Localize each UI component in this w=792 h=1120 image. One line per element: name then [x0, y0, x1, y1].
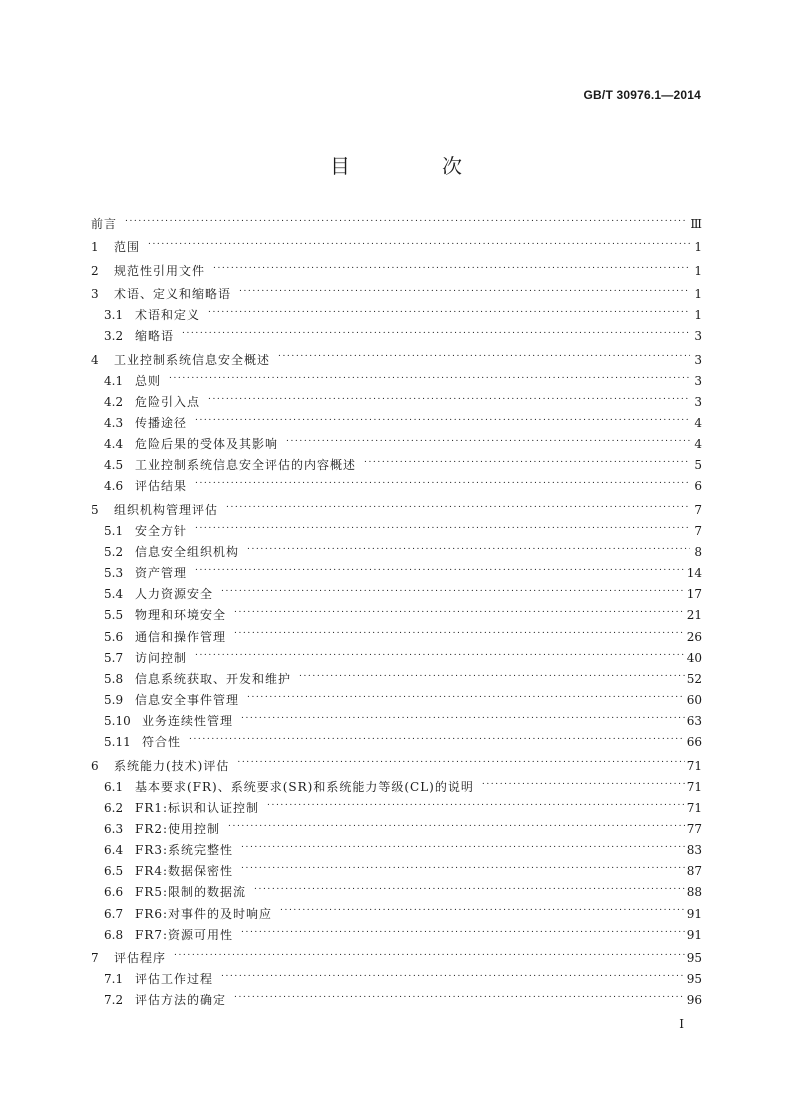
toc-entry-number: 6.8: [104, 927, 124, 942]
toc-dot-leader: [169, 373, 690, 385]
toc-dot-leader: [195, 415, 690, 427]
toc-entry-label: 总则: [135, 373, 162, 388]
toc-entry-page: 66: [686, 735, 702, 750]
toc-entry-label: 缩略语: [135, 329, 175, 344]
toc-dot-leader: [299, 671, 685, 683]
toc-entry-number: 6.7: [104, 906, 124, 921]
toc-entry-number: 5: [91, 502, 99, 517]
toc-entry-page: 3: [694, 373, 702, 388]
toc-entry-page: 71: [686, 800, 702, 815]
toc-entry[interactable]: [91, 990, 702, 1011]
toc-entry-page: 8: [694, 545, 702, 560]
toc-entry-page: 26: [686, 629, 702, 644]
toc-entry-number: 5.11: [104, 735, 131, 750]
toc-dot-leader: [195, 565, 685, 577]
toc-entry-label: 通信和操作管理: [135, 629, 227, 644]
toc-entry-label: 范围: [114, 240, 141, 255]
toc-entry[interactable]: [91, 861, 702, 882]
toc-entry-label: 前言: [91, 217, 118, 231]
toc-dot-leader: [482, 779, 685, 791]
toc-entry-label: 传播途径: [135, 416, 188, 431]
toc-entry-page: 87: [686, 864, 702, 879]
toc-entry-page: 40: [686, 650, 702, 665]
toc-entry-number: 5.9: [104, 693, 124, 708]
toc-entry-page: 1: [694, 263, 702, 278]
toc-dot-leader: [234, 629, 685, 641]
toc-entry-page: 1: [694, 308, 702, 323]
toc-entry-number: 3.1: [104, 308, 124, 323]
toc-entry-number: 6.5: [104, 864, 124, 879]
toc-entry-page: 5: [694, 458, 702, 473]
toc-entry-number: 6.4: [104, 843, 124, 858]
toc-entry-number: 4.6: [104, 479, 124, 494]
toc-dot-leader: [125, 216, 688, 228]
toc-entry-number: 5.2: [104, 545, 124, 560]
toc-dot-leader: [189, 734, 685, 746]
toc-dot-leader: [241, 713, 685, 725]
toc-dot-leader: [208, 394, 690, 406]
toc-entry[interactable]: [91, 948, 702, 969]
toc-entry[interactable]: [91, 925, 702, 946]
toc-entry[interactable]: [91, 455, 702, 476]
toc-entry-page: 83: [686, 843, 702, 858]
toc-entry-number: 5.10: [104, 714, 131, 729]
toc-entry-number: 2: [91, 263, 99, 278]
page-title: 目 次: [330, 154, 498, 178]
toc-dot-leader: [280, 906, 685, 918]
toc-dot-leader: [182, 328, 690, 340]
toc-entry-label: 危险后果的受体及其影响: [135, 437, 279, 452]
toc-entry-label: FR4:数据保密性: [135, 864, 234, 879]
toc-entry[interactable]: [91, 732, 702, 753]
toc-entry-page: 91: [686, 927, 702, 942]
toc-entry-label: FR3:系统完整性: [135, 843, 234, 858]
toc-entry-label: 规范性引用文件: [114, 263, 206, 278]
toc-entry-label: 评估结果: [135, 479, 188, 494]
toc-entry-page: 7: [694, 502, 702, 517]
toc-entry-number: 5.1: [104, 523, 124, 538]
toc-entry[interactable]: [91, 305, 702, 326]
toc-entry-label: 信息安全组织机构: [135, 545, 240, 560]
toc-entry[interactable]: [91, 261, 702, 282]
toc-entry[interactable]: [91, 669, 702, 690]
toc-entry-page: 14: [686, 566, 702, 581]
toc-dot-leader: [195, 478, 690, 490]
toc-dot-leader: [286, 436, 690, 448]
toc-entry-number: 5.5: [104, 608, 124, 623]
toc-entry[interactable]: [91, 214, 702, 235]
toc-entry-number: 4.3: [104, 416, 124, 431]
toc-entry-number: 6: [91, 758, 99, 773]
toc-dot-leader: [267, 800, 685, 812]
toc-entry-label: 术语和定义: [135, 308, 201, 323]
toc-entry-page: 88: [686, 885, 702, 900]
toc-entry-label: 业务连续性管理: [142, 714, 234, 729]
toc-entry-label: 工业控制系统信息安全概述: [114, 352, 271, 367]
toc-entry[interactable]: [91, 648, 702, 669]
toc-entry-number: 7.1: [104, 972, 124, 987]
toc-dot-leader: [174, 950, 685, 962]
toc-entry-number: 3.2: [104, 329, 124, 344]
toc-dot-leader: [247, 544, 690, 556]
toc-entry-number: 5.3: [104, 566, 124, 581]
toc-entry[interactable]: [91, 690, 702, 711]
toc-entry-number: 6.2: [104, 800, 124, 815]
toc-entry-number: 7: [91, 951, 99, 966]
toc-entry[interactable]: [91, 476, 702, 497]
toc-entry[interactable]: [91, 371, 702, 392]
toc-entry-label: FR6:对事件的及时响应: [135, 906, 273, 921]
toc-entry[interactable]: [91, 756, 702, 777]
toc-entry-label: 信息安全事件管理: [135, 693, 240, 708]
toc-entry-page: 3: [694, 329, 702, 344]
toc-entry-label: FR7:资源可用性: [135, 927, 234, 942]
toc-dot-leader: [228, 821, 685, 833]
toc-entry[interactable]: [91, 392, 702, 413]
toc-entry[interactable]: [91, 584, 702, 605]
toc-entry-number: 7.2: [104, 993, 124, 1008]
toc-entry-label: 评估程序: [114, 951, 167, 966]
toc-dot-leader: [247, 692, 685, 704]
toc-entry-number: 4.4: [104, 437, 124, 452]
page-folio: I: [679, 1017, 684, 1031]
toc-entry-number: 6.1: [104, 779, 124, 794]
toc-entry-page: 6: [694, 479, 702, 494]
toc-entry-page: 71: [686, 758, 702, 773]
toc-entry-page: 17: [686, 587, 702, 602]
toc-entry-number: 4: [91, 352, 99, 367]
toc-entry-label: FR1:标识和认证控制: [135, 800, 260, 815]
toc-dot-leader: [148, 239, 690, 251]
toc-entry[interactable]: [91, 627, 702, 648]
toc-dot-leader: [213, 263, 690, 275]
toc-entry-label: 访问控制: [135, 650, 188, 665]
toc-entry-page: 3: [694, 394, 702, 409]
toc-entry[interactable]: [91, 350, 702, 371]
toc-entry[interactable]: [91, 413, 702, 434]
toc-dot-leader: [221, 586, 685, 598]
toc-entry-number: 3: [91, 286, 99, 301]
toc-entry-number: 5.7: [104, 650, 124, 665]
toc-entry[interactable]: [91, 542, 702, 563]
toc-entry-page: 4: [694, 437, 702, 452]
toc-entry-label: 危险引入点: [135, 394, 201, 409]
toc-entry-number: 6.6: [104, 885, 124, 900]
toc-entry-page: 77: [686, 822, 702, 837]
toc-entry-page: 52: [686, 671, 702, 686]
toc-dot-leader: [208, 307, 690, 319]
toc-entry[interactable]: [91, 840, 702, 861]
toc-entry[interactable]: [91, 434, 702, 455]
toc-entry-page: 1: [694, 240, 702, 255]
toc-entry[interactable]: [91, 563, 702, 584]
toc-entry-label: 基本要求(FR)、系统要求(SR)和系统能力等级(CL)的说明: [135, 779, 474, 794]
toc-entry-number: 6.3: [104, 822, 124, 837]
toc-dot-leader: [234, 992, 685, 1004]
toc-entry[interactable]: [91, 326, 702, 347]
toc-entry-label: 资产管理: [135, 566, 188, 581]
toc-dot-leader: [278, 352, 690, 364]
toc-entry-number: 5.6: [104, 629, 124, 644]
toc-dot-leader: [239, 286, 690, 298]
toc-dot-leader: [364, 457, 690, 469]
toc-entry-number: 4.2: [104, 394, 124, 409]
toc-entry[interactable]: [91, 969, 702, 990]
toc-entry-page: 21: [686, 608, 702, 623]
toc-entry-number: 5.4: [104, 587, 124, 602]
standard-code: GB/T 30976.1—2014: [583, 88, 701, 102]
toc-entry-page: 7: [694, 523, 702, 538]
toc-entry[interactable]: [91, 777, 702, 798]
toc-entry-label: 物理和环境安全: [135, 608, 227, 623]
toc-entry-page: 4: [694, 416, 702, 431]
toc-entry-label: 工业控制系统信息安全评估的内容概述: [135, 458, 357, 473]
toc-entry[interactable]: [91, 605, 702, 626]
toc-entry-page: Ⅲ: [690, 217, 702, 231]
toc-entry-number: 1: [91, 240, 99, 255]
toc-entry[interactable]: [91, 882, 702, 903]
toc-entry-page: 60: [686, 693, 702, 708]
toc-entry[interactable]: [91, 237, 702, 258]
toc-entry-page: 91: [686, 906, 702, 921]
toc-dot-leader: [195, 650, 685, 662]
toc-entry-label: 组织机构管理评估: [114, 502, 219, 517]
toc-entry[interactable]: [91, 904, 702, 925]
toc-dot-leader: [221, 971, 685, 983]
toc-entry-number: 4.5: [104, 458, 124, 473]
toc-dot-leader: [254, 884, 685, 896]
toc-entry[interactable]: [91, 521, 702, 542]
toc-dot-leader: [195, 523, 690, 535]
toc-entry[interactable]: [91, 819, 702, 840]
toc-entry-page: 3: [694, 352, 702, 367]
toc-dot-leader: [237, 758, 684, 770]
toc-dot-leader: [226, 502, 690, 514]
toc-dot-leader: [241, 863, 685, 875]
toc-entry[interactable]: [91, 798, 702, 819]
toc-dot-leader: [241, 927, 685, 939]
toc-entry-label: 安全方针: [135, 523, 188, 538]
toc-entry-page: 1: [694, 286, 702, 301]
toc-entry-label: 符合性: [142, 735, 182, 750]
toc-entry-label: 评估工作过程: [135, 972, 214, 987]
toc-entry-label: 人力资源安全: [135, 587, 214, 602]
toc-entry-number: 4.1: [104, 373, 124, 388]
toc-entry-label: 术语、定义和缩略语: [114, 286, 232, 301]
toc-entry-page: 71: [686, 779, 702, 794]
toc-entry[interactable]: [91, 711, 702, 732]
toc-dot-leader: [241, 842, 685, 854]
toc-entry-label: 评估方法的确定: [135, 993, 227, 1008]
toc-entry[interactable]: [91, 500, 702, 521]
table-of-contents: [91, 214, 702, 1012]
toc-dot-leader: [234, 607, 685, 619]
toc-entry-page: 96: [686, 993, 702, 1008]
toc-entry-page: 95: [686, 972, 702, 987]
toc-entry-label: FR5:限制的数据流: [135, 885, 247, 900]
toc-entry-label: 系统能力(技术)评估: [114, 758, 230, 773]
toc-entry-page: 95: [686, 951, 702, 966]
toc-entry-number: 5.8: [104, 671, 124, 686]
toc-entry-page: 63: [686, 714, 702, 729]
toc-entry-label: FR2:使用控制: [135, 822, 221, 837]
toc-entry-label: 信息系统获取、开发和维护: [135, 671, 292, 686]
toc-entry[interactable]: [91, 284, 702, 305]
